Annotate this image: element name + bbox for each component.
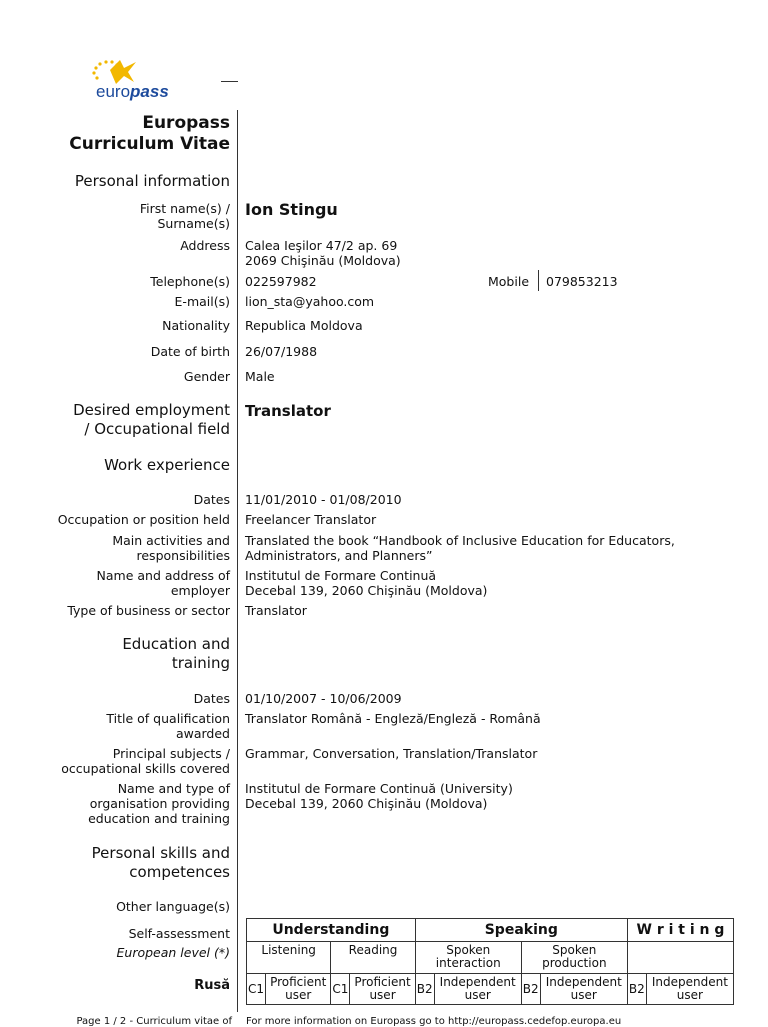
reading-header: Reading bbox=[331, 942, 415, 974]
email-label: E-mail(s) bbox=[174, 294, 230, 309]
qualification-label bbox=[106, 711, 230, 741]
full-name: Ion Stingu bbox=[245, 200, 338, 219]
skills-heading bbox=[92, 844, 230, 882]
level-desc bbox=[434, 974, 521, 1005]
address-value bbox=[245, 238, 401, 268]
phone-label: Telephone(s) bbox=[150, 274, 230, 289]
edu-dates-value: 01/10/2007 - 10/06/2009 bbox=[245, 691, 402, 706]
employer-value bbox=[245, 568, 487, 598]
subjects-label-line2: occupational skills covered bbox=[61, 761, 230, 776]
europass-logo bbox=[84, 56, 184, 106]
language-name: Rusă bbox=[194, 978, 230, 993]
gender-label: Gender bbox=[183, 369, 230, 384]
understanding-header: Understanding bbox=[247, 919, 416, 942]
language-level-row bbox=[247, 974, 734, 1005]
desired-employment-heading bbox=[73, 401, 230, 439]
work-dates-label: Dates bbox=[193, 492, 230, 507]
level-code: C1 bbox=[247, 974, 266, 1005]
skills-heading-line2: competences bbox=[129, 863, 230, 881]
address-line1: Calea Ieşilor 47/2 ap. 69 bbox=[245, 238, 398, 253]
work-dates-value: 11/01/2010 - 01/08/2010 bbox=[245, 492, 402, 507]
level-desc-line2: user bbox=[570, 988, 597, 1002]
level-desc bbox=[646, 974, 733, 1005]
skills-heading-line1: Personal skills and bbox=[91, 844, 230, 862]
writing-subheader bbox=[627, 942, 733, 974]
subjects-value: Grammar, Conversation, Translation/Translator bbox=[245, 746, 538, 761]
occupation-label: Occupation or position held bbox=[57, 512, 230, 527]
dob-value: 26/07/1988 bbox=[245, 344, 318, 359]
footer-europass-info: For more information on Europass go to http://europass.cedefop.europa.eu bbox=[246, 1016, 622, 1027]
organisation-value bbox=[245, 781, 513, 811]
employer-line1: Institutul de Formare Continuă bbox=[245, 568, 437, 583]
level-desc bbox=[266, 974, 331, 1005]
address-line2: 2069 Chişinău (Moldova) bbox=[245, 253, 401, 268]
organisation-label-line1: Name and type of bbox=[117, 781, 230, 796]
logo-text-pass: pass bbox=[130, 82, 169, 101]
level-desc bbox=[350, 974, 415, 1005]
level-desc-line2: user bbox=[676, 988, 703, 1002]
activities-line1: Translated the book “Handbook of Inclusive Education for Educators, bbox=[245, 533, 675, 548]
work-experience-heading: Work experience bbox=[104, 456, 230, 474]
activities-label-line1: Main activities and bbox=[112, 533, 230, 548]
spoken-production-header bbox=[521, 942, 627, 974]
qualification-value: Translator Română - Engleză/Engleză - Română bbox=[245, 711, 541, 726]
organisation-line1: Institutul de Formare Continuă (University) bbox=[245, 781, 513, 796]
mobile-value: 079853213 bbox=[546, 274, 618, 289]
employer-label bbox=[97, 568, 230, 598]
nationality-label: Nationality bbox=[162, 318, 230, 333]
level-desc-line1: Proficient bbox=[354, 975, 411, 989]
header-dash bbox=[221, 81, 238, 82]
mobile-divider bbox=[538, 270, 539, 291]
email-value: lion_sta@yahoo.com bbox=[245, 294, 375, 309]
employer-label-line2: employer bbox=[170, 583, 230, 598]
nationality-value: Republica Moldova bbox=[245, 318, 363, 333]
level-desc-line1: Proficient bbox=[270, 975, 327, 989]
cv-title-line1: Europass bbox=[142, 113, 230, 133]
activities-label bbox=[112, 533, 230, 563]
business-value: Translator bbox=[245, 603, 307, 618]
level-code: B2 bbox=[627, 974, 646, 1005]
desired-employment-value: Translator bbox=[245, 402, 331, 420]
name-label bbox=[140, 201, 230, 231]
spoken-interaction-line2: interaction bbox=[435, 956, 501, 970]
name-label-line2: Surname(s) bbox=[157, 216, 230, 231]
language-assessment-table bbox=[246, 918, 734, 1005]
level-desc-line2: user bbox=[285, 988, 312, 1002]
desired-employment-line2: / Occupational field bbox=[84, 420, 230, 438]
occupation-value: Freelancer Translator bbox=[245, 512, 377, 527]
table-subheader-row bbox=[247, 942, 734, 974]
organisation-label bbox=[88, 781, 230, 826]
subjects-label bbox=[61, 746, 230, 776]
european-level-label: European level (*) bbox=[116, 945, 230, 960]
education-heading bbox=[122, 635, 230, 673]
organisation-label-line3: education and training bbox=[88, 811, 230, 826]
spoken-interaction-header bbox=[415, 942, 521, 974]
level-code: C1 bbox=[331, 974, 350, 1005]
phone-value: 022597982 bbox=[245, 274, 317, 289]
spoken-production-line2: production bbox=[542, 956, 607, 970]
self-assessment-label: Self-assessment bbox=[128, 926, 230, 941]
speaking-header: Speaking bbox=[415, 919, 627, 942]
level-desc-line1: Independent bbox=[651, 975, 728, 989]
personal-info-heading: Personal information bbox=[74, 172, 230, 190]
qualification-label-line1: Title of qualification bbox=[106, 711, 230, 726]
level-desc-line1: Independent bbox=[439, 975, 516, 989]
education-heading-line2: training bbox=[171, 654, 230, 672]
employer-label-line1: Name and address of bbox=[96, 568, 230, 583]
level-desc bbox=[540, 974, 627, 1005]
level-desc-line2: user bbox=[369, 988, 396, 1002]
edu-dates-label: Dates bbox=[193, 691, 230, 706]
cv-title bbox=[69, 113, 230, 155]
footer-page-info: Page 1 / 2 - Curriculum vitae of bbox=[76, 1016, 232, 1027]
cv-title-line2: Curriculum Vitae bbox=[69, 134, 230, 154]
activities-line2: Administrators, and Planners” bbox=[245, 548, 433, 563]
subjects-label-line1: Principal subjects / bbox=[112, 746, 230, 761]
mobile-label: Mobile bbox=[488, 274, 530, 289]
level-code: B2 bbox=[415, 974, 434, 1005]
logo-text-euro: euro bbox=[96, 82, 131, 101]
activities-value bbox=[245, 533, 675, 563]
listening-header: Listening bbox=[247, 942, 331, 974]
other-languages-label: Other language(s) bbox=[116, 899, 230, 914]
level-desc-line2: user bbox=[464, 988, 491, 1002]
spoken-production-line1: Spoken bbox=[552, 943, 597, 957]
education-heading-line1: Education and bbox=[122, 635, 230, 653]
writing-header: W r i t i n g bbox=[627, 919, 733, 942]
level-code: B2 bbox=[521, 974, 540, 1005]
spoken-interaction-line1: Spoken bbox=[446, 943, 491, 957]
table-header-row bbox=[247, 919, 734, 942]
business-label: Type of business or sector bbox=[67, 603, 230, 618]
organisation-line2: Decebal 139, 2060 Chişinău (Moldova) bbox=[245, 796, 488, 811]
desired-employment-line1: Desired employment bbox=[73, 401, 230, 419]
organisation-label-line2: organisation providing bbox=[89, 796, 230, 811]
level-desc-line1: Independent bbox=[545, 975, 622, 989]
employer-line2: Decebal 139, 2060 Chişinău (Moldova) bbox=[245, 583, 488, 598]
name-label-line1: First name(s) / bbox=[139, 201, 230, 216]
column-divider bbox=[237, 110, 238, 1012]
activities-label-line2: responsibilities bbox=[136, 548, 230, 563]
qualification-label-line2: awarded bbox=[175, 726, 230, 741]
dob-label: Date of birth bbox=[150, 344, 230, 359]
address-label: Address bbox=[180, 238, 230, 253]
gender-value: Male bbox=[245, 369, 275, 384]
